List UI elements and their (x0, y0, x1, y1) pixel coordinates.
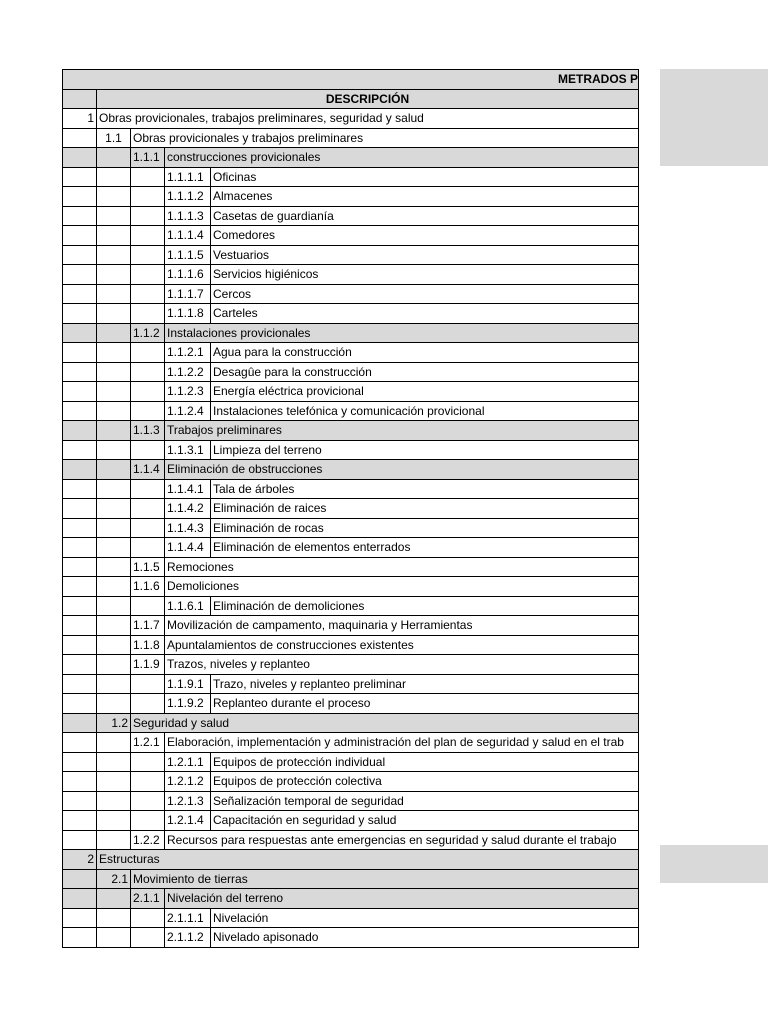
item-description: Nivelación (211, 908, 639, 928)
empty-cell (97, 694, 131, 714)
empty-cell (97, 557, 131, 577)
empty-cell (63, 167, 97, 187)
empty-cell (131, 167, 165, 187)
empty-cell (131, 382, 165, 402)
header-spacer (63, 89, 97, 109)
empty-cell (63, 323, 97, 343)
item-code: 1.1.2.1 (165, 343, 211, 363)
table-row[interactable] (63, 655, 639, 675)
empty-cell (63, 830, 97, 850)
table-body (63, 70, 639, 948)
item-description: Trazos, niveles y replanteo (165, 655, 639, 675)
item-description: Replanteo durante el proceso (211, 694, 639, 714)
empty-cell (131, 791, 165, 811)
item-description: Capacitación en seguridad y salud (211, 811, 639, 831)
table-row[interactable] (63, 596, 639, 616)
item-description: Obras provicionales, trabajos preliminares, seguridad y salud (97, 109, 639, 129)
item-code: 1.1.4.4 (165, 538, 211, 558)
table-row[interactable] (63, 811, 639, 831)
item-description: Desagûe para la construcción (211, 362, 639, 382)
item-code: 1.1.1 (131, 148, 165, 168)
header-shaded-band (660, 69, 768, 166)
empty-cell (97, 421, 131, 441)
table-row[interactable] (63, 674, 639, 694)
item-code: 1.2.1 (131, 733, 165, 753)
empty-cell (97, 499, 131, 519)
empty-cell (97, 752, 131, 772)
table-row[interactable] (63, 791, 639, 811)
sheet-title: METRADOS P (63, 70, 639, 90)
item-code: 1.1.4 (131, 460, 165, 480)
empty-cell (131, 908, 165, 928)
empty-cell (63, 752, 97, 772)
table-row[interactable] (63, 362, 639, 382)
item-code: 1.1.1.4 (165, 226, 211, 246)
empty-cell (63, 655, 97, 675)
metrados-table (62, 69, 639, 948)
item-code: 1.1.9.2 (165, 694, 211, 714)
table-row[interactable] (63, 323, 639, 343)
empty-cell (63, 245, 97, 265)
item-description: Almacenes (211, 187, 639, 207)
empty-cell (63, 362, 97, 382)
table-row[interactable] (63, 850, 639, 870)
item-description: Limpieza del terreno (211, 440, 639, 460)
item-description: Agua para la construcción (211, 343, 639, 363)
empty-cell (97, 830, 131, 850)
empty-cell (97, 440, 131, 460)
empty-cell (131, 538, 165, 558)
table-row[interactable] (63, 109, 639, 129)
table-row[interactable] (63, 460, 639, 480)
table-row[interactable] (63, 499, 639, 519)
table-row[interactable] (63, 616, 639, 636)
item-code: 1.1.4.1 (165, 479, 211, 499)
item-code: 1.1.1.8 (165, 304, 211, 324)
item-description: Eliminación de rocas (211, 518, 639, 538)
item-code: 1.1.5 (131, 557, 165, 577)
item-description: Instalaciones provicionales (165, 323, 639, 343)
item-code: 1.1.8 (131, 635, 165, 655)
empty-cell (131, 694, 165, 714)
table-row[interactable] (63, 479, 639, 499)
item-code: 1.2.2 (131, 830, 165, 850)
empty-cell (131, 187, 165, 207)
item-description: Cercos (211, 284, 639, 304)
item-description: Señalización temporal de seguridad (211, 791, 639, 811)
table-row[interactable] (63, 538, 639, 558)
empty-cell (131, 362, 165, 382)
empty-cell (63, 811, 97, 831)
empty-cell (131, 928, 165, 948)
empty-cell (63, 694, 97, 714)
item-description: Eliminación de elementos enterrados (211, 538, 639, 558)
table-row[interactable] (63, 694, 639, 714)
item-code: 1.1 (97, 128, 131, 148)
empty-cell (131, 811, 165, 831)
empty-cell (63, 713, 97, 733)
item-description: Eliminación de raices (211, 499, 639, 519)
item-description: Comedores (211, 226, 639, 246)
empty-cell (63, 538, 97, 558)
empty-cell (63, 928, 97, 948)
item-description: Obras provicionales y trabajos preliminares (131, 128, 639, 148)
table-row[interactable] (63, 713, 639, 733)
table-row[interactable] (63, 245, 639, 265)
table-row[interactable] (63, 128, 639, 148)
item-code: 1.2.1.4 (165, 811, 211, 831)
empty-cell (131, 596, 165, 616)
item-code: 1.1.4.2 (165, 499, 211, 519)
empty-cell (63, 889, 97, 909)
empty-cell (131, 343, 165, 363)
item-code: 1.1.2.2 (165, 362, 211, 382)
empty-cell (63, 284, 97, 304)
item-code: 2.1.1 (131, 889, 165, 909)
item-description: Nivelado apisonado (211, 928, 639, 948)
empty-cell (97, 167, 131, 187)
empty-cell (63, 343, 97, 363)
empty-cell (97, 206, 131, 226)
header-row (63, 89, 639, 109)
item-description: Recursos para respuestas ante emergencias en seguridad y salud durante el trabajo (165, 830, 639, 850)
empty-cell (63, 635, 97, 655)
item-description: construcciones provicionales (165, 148, 639, 168)
item-code: 1.1.1.1 (165, 167, 211, 187)
empty-cell (97, 733, 131, 753)
item-description: Eliminación de demoliciones (211, 596, 639, 616)
section-shaded-band (660, 845, 768, 883)
table-row[interactable] (63, 557, 639, 577)
table-row[interactable] (63, 440, 639, 460)
item-code: 1.1.9.1 (165, 674, 211, 694)
empty-cell (131, 265, 165, 285)
table-row[interactable] (63, 733, 639, 753)
empty-cell (63, 401, 97, 421)
table-row[interactable] (63, 928, 639, 948)
empty-cell (131, 440, 165, 460)
item-code: 1.1.9 (131, 655, 165, 675)
item-description: Estructuras (97, 850, 639, 870)
item-description: Casetas de guardianía (211, 206, 639, 226)
empty-cell (131, 518, 165, 538)
empty-cell (63, 869, 97, 889)
table-row[interactable] (63, 889, 639, 909)
item-code: 1.1.1.5 (165, 245, 211, 265)
item-code: 1.1.1.2 (165, 187, 211, 207)
item-description: Apuntalamientos de construcciones existentes (165, 635, 639, 655)
empty-cell (63, 226, 97, 246)
table-row[interactable] (63, 908, 639, 928)
table-row[interactable] (63, 304, 639, 324)
empty-cell (131, 499, 165, 519)
empty-cell (131, 304, 165, 324)
item-code: 1.1.2 (131, 323, 165, 343)
empty-cell (63, 499, 97, 519)
empty-cell (97, 226, 131, 246)
empty-cell (97, 635, 131, 655)
table-row[interactable] (63, 265, 639, 285)
item-code: 1.1.2.3 (165, 382, 211, 402)
empty-cell (97, 811, 131, 831)
empty-cell (97, 362, 131, 382)
empty-cell (63, 479, 97, 499)
item-code: 1.2 (97, 713, 131, 733)
empty-cell (97, 655, 131, 675)
item-code: 1.1.6.1 (165, 596, 211, 616)
item-description: Servicios higiénicos (211, 265, 639, 285)
empty-cell (97, 791, 131, 811)
empty-cell (131, 206, 165, 226)
empty-cell (63, 577, 97, 597)
empty-cell (63, 421, 97, 441)
item-description: Equipos de protección individual (211, 752, 639, 772)
item-code: 1.1.7 (131, 616, 165, 636)
table-row[interactable] (63, 772, 639, 792)
item-description: Seguridad y salud (131, 713, 639, 733)
item-description: Equipos de protección colectiva (211, 772, 639, 792)
empty-cell (97, 674, 131, 694)
empty-cell (63, 733, 97, 753)
item-code: 1.1.1.6 (165, 265, 211, 285)
table-row[interactable] (63, 635, 639, 655)
item-description: Nivelación del terreno (165, 889, 639, 909)
item-code: 1.2.1.3 (165, 791, 211, 811)
item-code: 2.1.1.1 (165, 908, 211, 928)
empty-cell (97, 343, 131, 363)
empty-cell (63, 265, 97, 285)
empty-cell (97, 928, 131, 948)
table-row[interactable] (63, 401, 639, 421)
empty-cell (131, 401, 165, 421)
empty-cell (63, 908, 97, 928)
empty-cell (63, 382, 97, 402)
empty-cell (97, 323, 131, 343)
empty-cell (97, 401, 131, 421)
item-description: Trazo, niveles y replanteo preliminar (211, 674, 639, 694)
item-code: 1.1.6 (131, 577, 165, 597)
empty-cell (97, 596, 131, 616)
item-description: Carteles (211, 304, 639, 324)
empty-cell (97, 382, 131, 402)
table-row[interactable] (63, 167, 639, 187)
table-row[interactable] (63, 830, 639, 850)
empty-cell (63, 187, 97, 207)
empty-cell (63, 791, 97, 811)
table-row[interactable] (63, 869, 639, 889)
empty-cell (63, 772, 97, 792)
table-row[interactable] (63, 752, 639, 772)
empty-cell (131, 245, 165, 265)
table-row[interactable] (63, 206, 639, 226)
empty-cell (97, 538, 131, 558)
item-description: Energía eléctrica provicional (211, 382, 639, 402)
empty-cell (63, 674, 97, 694)
table-row[interactable] (63, 226, 639, 246)
item-code: 1.1.3.1 (165, 440, 211, 460)
empty-cell (97, 889, 131, 909)
empty-cell (97, 265, 131, 285)
empty-cell (97, 284, 131, 304)
empty-cell (63, 304, 97, 324)
item-code: 1.2.1.2 (165, 772, 211, 792)
item-code: 1.1.4.3 (165, 518, 211, 538)
table-row[interactable] (63, 284, 639, 304)
empty-cell (131, 674, 165, 694)
description-header: DESCRIPCIÓN (97, 89, 639, 109)
empty-cell (97, 908, 131, 928)
item-description: Movilización de campamento, maquinaria y Herramientas (165, 616, 639, 636)
item-code: 1.1.2.4 (165, 401, 211, 421)
item-description: Vestuarios (211, 245, 639, 265)
item-description: Remociones (165, 557, 639, 577)
item-description: Movimiento de tierras (131, 869, 639, 889)
empty-cell (63, 518, 97, 538)
empty-cell (63, 128, 97, 148)
item-description: Demoliciones (165, 577, 639, 597)
empty-cell (63, 460, 97, 480)
empty-cell (97, 577, 131, 597)
item-description: Elaboración, implementación y administración del plan de seguridad y salud en el trab (165, 733, 639, 753)
empty-cell (63, 557, 97, 577)
empty-cell (97, 460, 131, 480)
empty-cell (131, 226, 165, 246)
empty-cell (97, 187, 131, 207)
table-row[interactable] (63, 577, 639, 597)
table-row[interactable] (63, 518, 639, 538)
item-description: Instalaciones telefónica y comunicación provicional (211, 401, 639, 421)
empty-cell (97, 772, 131, 792)
table-row[interactable] (63, 343, 639, 363)
empty-cell (97, 616, 131, 636)
table-row[interactable] (63, 148, 639, 168)
item-code: 2.1.1.2 (165, 928, 211, 948)
empty-cell (131, 772, 165, 792)
table-row[interactable] (63, 187, 639, 207)
empty-cell (63, 596, 97, 616)
item-code: 1.2.1.1 (165, 752, 211, 772)
table-row[interactable] (63, 421, 639, 441)
empty-cell (97, 245, 131, 265)
empty-cell (97, 148, 131, 168)
item-description: Eliminación de obstrucciones (165, 460, 639, 480)
table-row[interactable] (63, 382, 639, 402)
item-description: Tala de árboles (211, 479, 639, 499)
item-code: 1.1.3 (131, 421, 165, 441)
item-code: 1.1.1.3 (165, 206, 211, 226)
empty-cell (131, 752, 165, 772)
empty-cell (63, 206, 97, 226)
empty-cell (97, 518, 131, 538)
title-row (63, 70, 639, 90)
empty-cell (97, 479, 131, 499)
item-description: Oficinas (211, 167, 639, 187)
item-code: 2.1 (97, 869, 131, 889)
item-code: 1.1.1.7 (165, 284, 211, 304)
empty-cell (63, 440, 97, 460)
empty-cell (63, 616, 97, 636)
item-code: 1 (63, 109, 97, 129)
empty-cell (131, 284, 165, 304)
item-code: 2 (63, 850, 97, 870)
empty-cell (97, 304, 131, 324)
empty-cell (63, 148, 97, 168)
metrados-sheet (62, 69, 639, 948)
item-description: Trabajos preliminares (165, 421, 639, 441)
empty-cell (131, 479, 165, 499)
